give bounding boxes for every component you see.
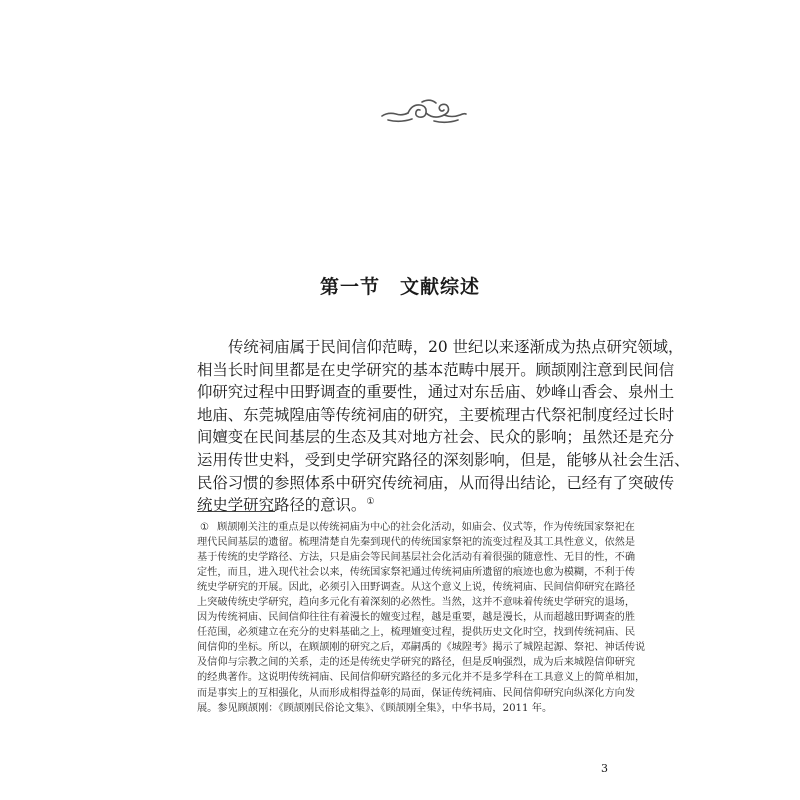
body-line: 地庙、东莞城隍庙等传统祠庙的研究，主要梳理古代祭祀制度经过长时 <box>197 405 675 424</box>
footnote-line: 及信仰与宗教之间的关系，走的还是传统史学研究的路径，但是反响强烈，成为后来城隍信仰研究 <box>197 657 636 669</box>
footnote-mark: ① <box>200 522 210 533</box>
body-line: 运用传世史料，受到史学研究路径的深刻影响，但是，能够从社会生活、 <box>197 450 690 469</box>
footnote-line: 间信仰的坐标。所以，在顾颉刚的研究之后，邓嗣禹的《城隍考》揭示了城隍起源、祭祀、神话传说 <box>197 642 646 654</box>
body-line-last <box>197 494 607 517</box>
footnote-line-text: 顾颉刚关注的重点是以传统祠庙为中心的社会化活动，如庙会、仪式等，作为传统国家祭祀在 <box>217 522 635 533</box>
body-line: 民俗习惯的参照体系中研究传统祠庙，从而得出结论，已经有了突破传 <box>197 473 675 492</box>
footnote-line: 上突破传统史学研究，趋向多元化有着深刻的必然性。当然，这并不意味着传统史学研究的退场， <box>197 597 636 609</box>
footnote-line: 定性，而且，进入现代社会以来，传统国家祭祀通过传统祠庙所遗留的痕迹也愈为模糊，不利于传 <box>197 567 636 579</box>
footnote-line: 理代民间基层的遗留。梳理清楚自先秦到现代的传统国家祭祀的流变过程及其工具性意义，依然是 <box>197 537 636 549</box>
body-paragraph <box>197 336 690 517</box>
body-line: 仰研究过程中田野调查的重要性，通过对东岳庙、妙峰山香会、泉州土 <box>197 383 675 402</box>
cloud-scroll-ornament-icon <box>378 96 470 126</box>
body-line: 相当长时间里都是在史学研究的基本范畴中展开。顾颉刚注意到民间信 <box>197 360 675 379</box>
footnote-line <box>197 520 635 535</box>
footnote-line: 基于传统的史学路径、方法，只是庙会等民间基层社会化活动有着很强的随意性、无目的性，不确 <box>197 552 636 564</box>
footnote-line: 展。参见顾颉刚：《顾颉刚民俗论文集》、《顾颉刚全集》，中华书局，2011 年。 <box>197 702 553 714</box>
body-line: 间嬗变在民间基层的生态及其对地方社会、民众的影响；虽然还是充分 <box>197 428 675 447</box>
footnote-line: 而是事实上的互相强化，从而形成相得益彰的局面，保证传统祠庙、民间信仰研究向纵深化方向发 <box>197 687 636 699</box>
footnote-line: 统史学研究的开展。因此，必须引入田野调查。从这个意义上说，传统祠庙、民间信仰研究在路径 <box>197 582 636 594</box>
footnote-line: 因为传统祠庙、民间信仰往往有着漫长的嬗变过程，越是重要，越是漫长，从而超越田野调查的胜 <box>197 612 636 624</box>
footnote-line: 任范围，必须建立在充分的史料基础之上，梳理嬗变过程，提供历史文化时空，找到传统祠庙、民 <box>197 627 636 639</box>
section-title: 第一节 文献综述 <box>319 276 480 298</box>
footnote-reference[interactable]: ① <box>366 497 375 508</box>
body-line-text: 统史学研究路径的意识。 <box>197 496 367 515</box>
page-number: 3 <box>601 762 608 775</box>
body-line: 传统祠庙属于民间信仰范畴，20 世纪以来逐渐成为热点研究领域， <box>228 338 684 356</box>
footnote-line: 的经典著作。这说明传统祠庙、民间信仰研究路径的多元化并不是多学科在工具意义上的简单相加， <box>197 672 646 684</box>
footnote-divider <box>197 511 275 512</box>
footnote <box>197 520 646 716</box>
